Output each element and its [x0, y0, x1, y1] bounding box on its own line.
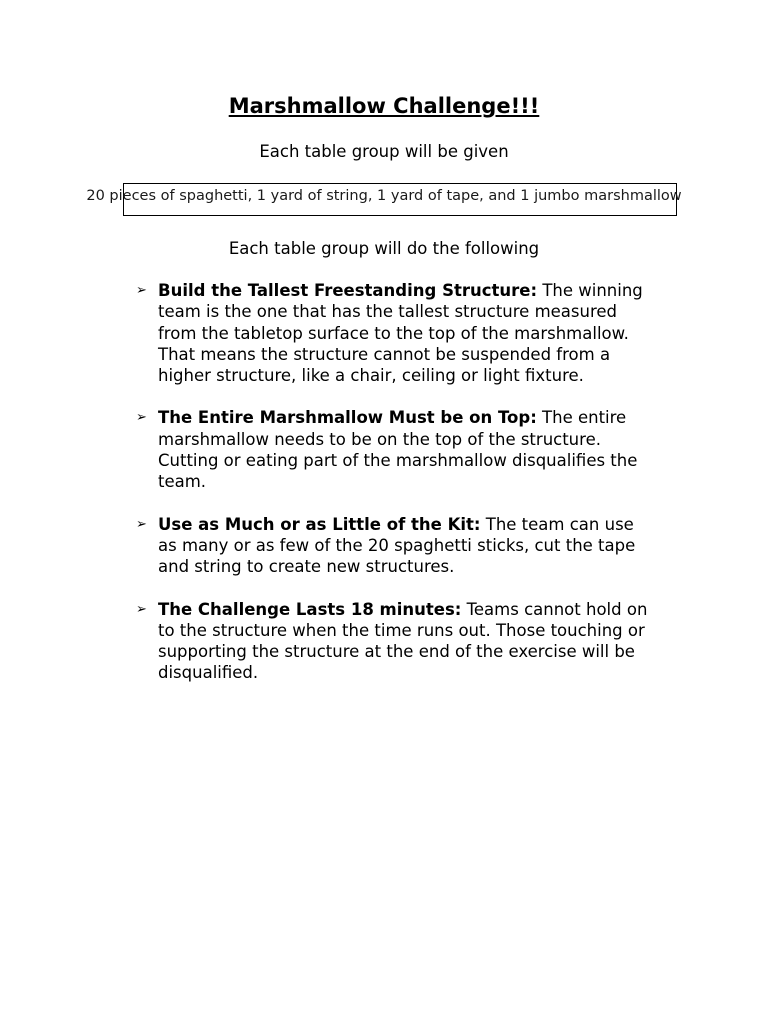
rule-heading: The Entire Marshmallow Must be on Top: — [158, 408, 537, 428]
supplies-text: 20 pieces of spaghetti, 1 yard of string, 1 yard of tape, and 1 jumbo marshmallow — [86, 188, 682, 204]
rule-text: The winning team is the one that has the tallest structure measured from the tabletop surface to the top of the marshmallow. That means the structure cannot be suspended from a higher structure, like a chair, ceiling or light fixture. — [158, 281, 643, 386]
rule-item — [136, 599, 656, 684]
follow-heading: Each table group will do the following — [228, 239, 540, 258]
page-title: Marshmallow Challenge!!! — [228, 94, 540, 118]
rule-text: Teams cannot hold on to the structure when the time runs out. Those touching or supporting the structure at the end of the exercise will be disqualified. — [158, 599, 648, 683]
given-heading: Each table group will be given — [259, 142, 509, 161]
arrow-bullet-icon: ➢ — [136, 601, 147, 617]
rule-heading: The Challenge Lasts 18 minutes: — [158, 599, 462, 619]
rule-heading: Build the Tallest Freestanding Structure: — [158, 281, 538, 300]
arrow-bullet-icon: ➢ — [136, 516, 147, 532]
rule-item — [136, 514, 656, 578]
rules-list — [136, 280, 656, 705]
rule-text: The entire marshmallow needs to be on the top of the structure. Cutting or eating part of the marshmallow disqualifies the team. — [158, 408, 638, 492]
arrow-bullet-icon: ➢ — [136, 410, 147, 426]
rule-text: The team can use as many or as few of the 20 spaghetti sticks, cut the tape and string to create new structures. — [158, 514, 636, 577]
rule-heading: Use as Much or as Little of the Kit: — [158, 514, 481, 534]
arrow-bullet-icon: ➢ — [136, 283, 147, 298]
rule-item — [136, 280, 656, 386]
rule-item — [136, 407, 656, 492]
